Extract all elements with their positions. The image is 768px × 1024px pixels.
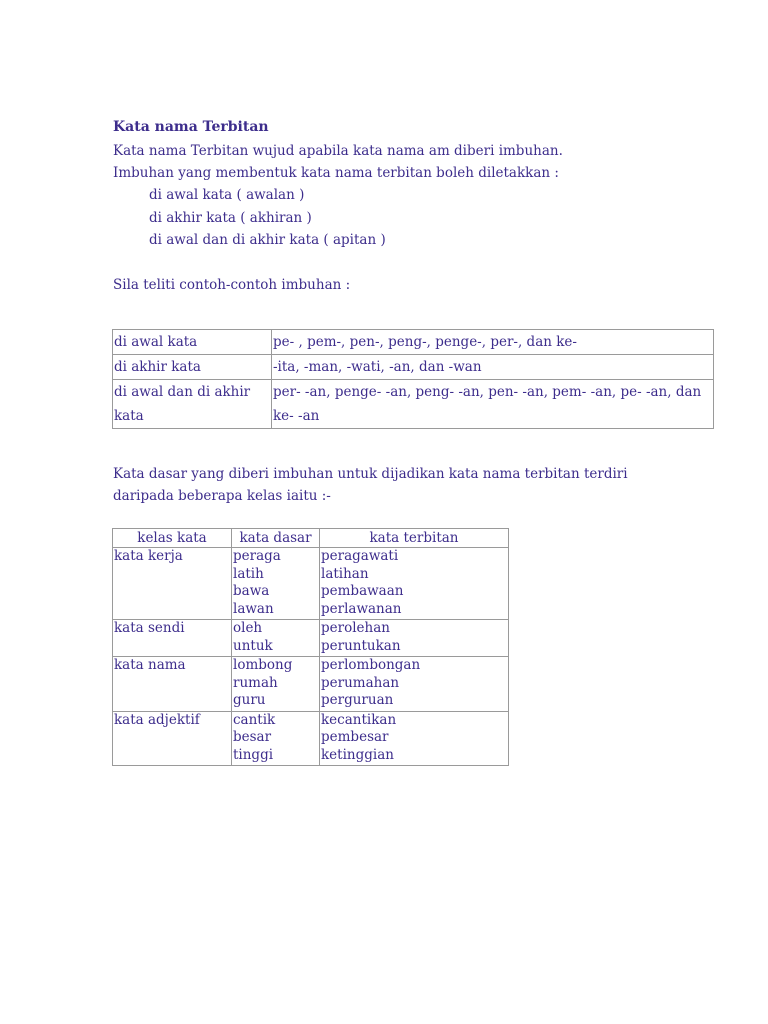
terbitan-cell: perlombongan perumahan perguruan <box>320 657 509 712</box>
intro-line-1: Kata nama Terbitan wujud apabila kata nama am diberi imbuhan. <box>113 143 563 159</box>
examples-label: Sila teliti contoh-contoh imbuhan : <box>113 277 351 293</box>
kelas-cell: kata sendi <box>113 620 232 657</box>
intro-line-2: Imbuhan yang membentuk kata nama terbitan boleh diletakkan : <box>113 165 559 181</box>
dasar-cell: oleh untuk <box>232 620 320 657</box>
affix-position-cell: di awal dan di akhir kata <box>113 380 272 429</box>
table-row <box>113 711 509 766</box>
table-row <box>113 355 714 380</box>
affix-list-cell: pe- , pem-, pen-, peng-, penge-, per-, dan ke- <box>272 330 714 355</box>
dasar-cell: peraga latih bawa lawan <box>232 548 320 620</box>
dasar-cell: lombong rumah guru <box>232 657 320 712</box>
affix-position-cell: di awal kata <box>113 330 272 355</box>
affix-list-cell: -ita, -man, -wati, -an, dan -wan <box>272 355 714 380</box>
table-row <box>113 380 714 429</box>
terbitan-cell: perolehan peruntukan <box>320 620 509 657</box>
word-class-table <box>112 528 509 766</box>
header-kata-dasar: kata dasar <box>232 529 320 548</box>
table-row <box>113 330 714 355</box>
position-apitan: di awal dan di akhir kata ( apitan ) <box>149 232 386 248</box>
table-row <box>113 620 509 657</box>
affix-position-cell: di akhir kata <box>113 355 272 380</box>
terbitan-cell: peragawati latihan pembawaan perlawanan <box>320 548 509 620</box>
dasar-cell: cantik besar tinggi <box>232 711 320 766</box>
header-kelas-kata: kelas kata <box>113 529 232 548</box>
kelas-cell: kata adjektif <box>113 711 232 766</box>
kelas-cell: kata nama <box>113 657 232 712</box>
position-awalan: di awal kata ( awalan ) <box>149 187 305 203</box>
affix-list-cell: per- -an, penge- -an, peng- -an, pen- -an, pem- -an, pe- -an, dan ke- -an <box>272 380 714 429</box>
classes-intro-line-1: Kata dasar yang diberi imbuhan untuk dijadikan kata nama terbitan terdiri <box>113 466 628 482</box>
table-row <box>113 548 509 620</box>
classes-intro-line-2: daripada beberapa kelas iaitu :- <box>113 488 331 504</box>
terbitan-cell: kecantikan pembesar ketinggian <box>320 711 509 766</box>
affix-table <box>112 329 714 429</box>
position-akhiran: di akhir kata ( akhiran ) <box>149 210 312 226</box>
table-row <box>113 657 509 712</box>
kelas-cell: kata kerja <box>113 548 232 620</box>
table-header-row <box>113 529 509 548</box>
header-kata-terbitan: kata terbitan <box>320 529 509 548</box>
page-title: Kata nama Terbitan <box>113 119 269 135</box>
